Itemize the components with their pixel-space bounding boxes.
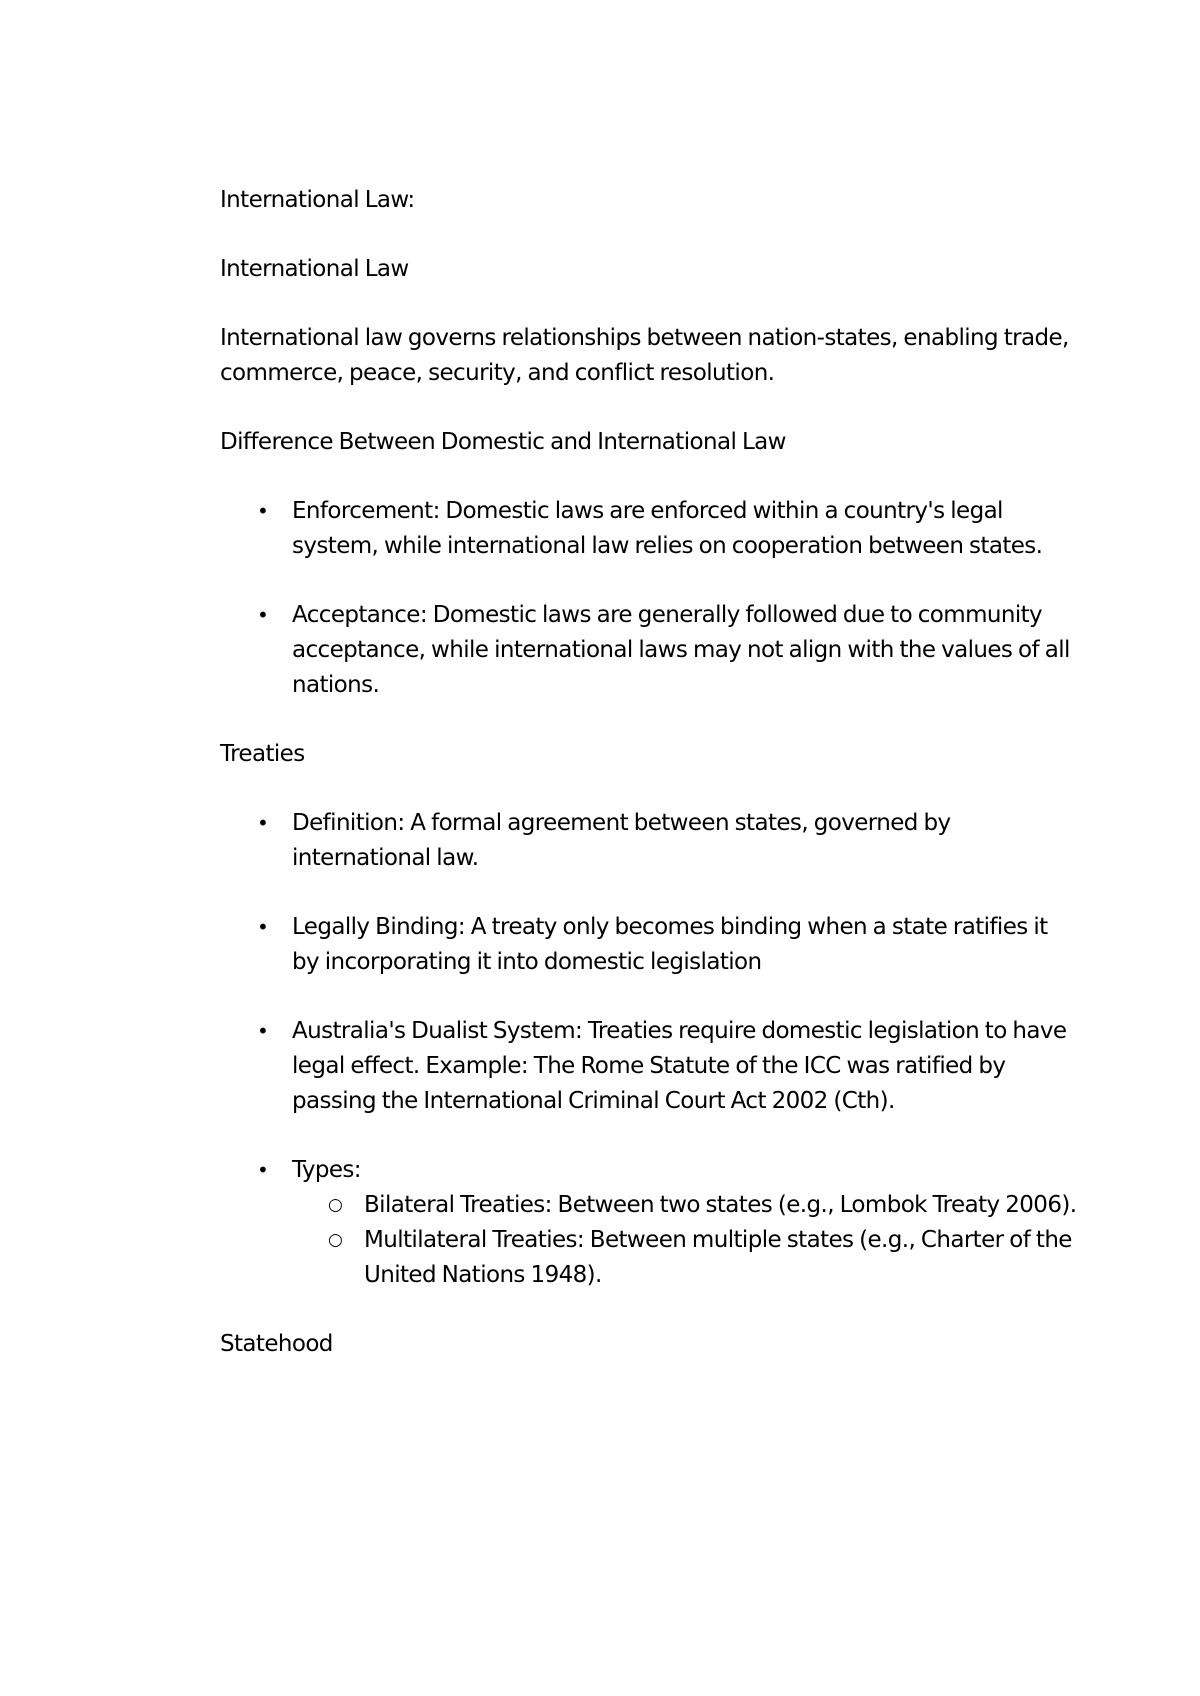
sub-list-item-text: Multilateral Treaties: Between multiple states (e.g., Charter of the United Nations 1948).: [364, 1227, 1072, 1288]
list-item: [220, 1014, 1080, 1119]
main-heading: International Law: [220, 256, 409, 282]
bullet-icon: •: [257, 1158, 269, 1182]
bullet-icon: •: [257, 811, 269, 835]
difference-list: [220, 494, 1080, 703]
bullet-icon: •: [257, 915, 269, 939]
bullet-icon: •: [257, 603, 269, 627]
bullet-icon: •: [257, 499, 269, 523]
circle-bullet-icon: ○: [328, 1230, 343, 1250]
list-item-text: Legally Binding: A treaty only becomes binding when a state ratifies it by incorporating it into domestic legislation: [292, 914, 1048, 975]
difference-heading: Difference Between Domestic and International Law: [220, 429, 786, 455]
list-item: [220, 598, 1080, 703]
document-title: International Law:: [220, 187, 415, 213]
list-item-text: Types:: [292, 1157, 361, 1183]
statehood-heading: Statehood: [220, 1331, 333, 1357]
circle-bullet-icon: ○: [328, 1195, 343, 1215]
sub-list-item: [292, 1188, 1080, 1223]
list-item: [220, 806, 1080, 876]
bullet-icon: •: [257, 1019, 269, 1043]
list-item-text: Enforcement: Domestic laws are enforced within a country's legal system, while international law relies on cooperation between states.: [292, 498, 1043, 559]
list-item: [220, 910, 1080, 980]
sub-list-item: [292, 1223, 1080, 1293]
treaties-list: [220, 806, 1080, 1293]
list-item-text: Australia's Dualist System: Treaties require domestic legislation to have legal effect. Example: The Rome Statute of the ICC was ratified by passing the International Criminal Court Act 2002 (Cth).: [292, 1018, 1067, 1114]
list-item: [220, 1153, 1080, 1293]
treaties-heading: Treaties: [220, 741, 305, 767]
sub-list-item-text: Bilateral Treaties: Between two states (e.g., Lombok Treaty 2006).: [364, 1192, 1077, 1218]
treaty-types-list: [292, 1188, 1080, 1293]
list-item: [220, 494, 1080, 564]
intro-paragraph: International law governs relationships between nation-states, enabling trade, commerce, peace, security, and conflict resolution.: [220, 325, 1069, 386]
document-body: [220, 183, 1080, 1396]
list-item-text: Acceptance: Domestic laws are generally followed due to community acceptance, while international laws may not align with the values of all nations.: [292, 602, 1070, 698]
list-item-text: Definition: A formal agreement between states, governed by international law.: [292, 810, 951, 871]
